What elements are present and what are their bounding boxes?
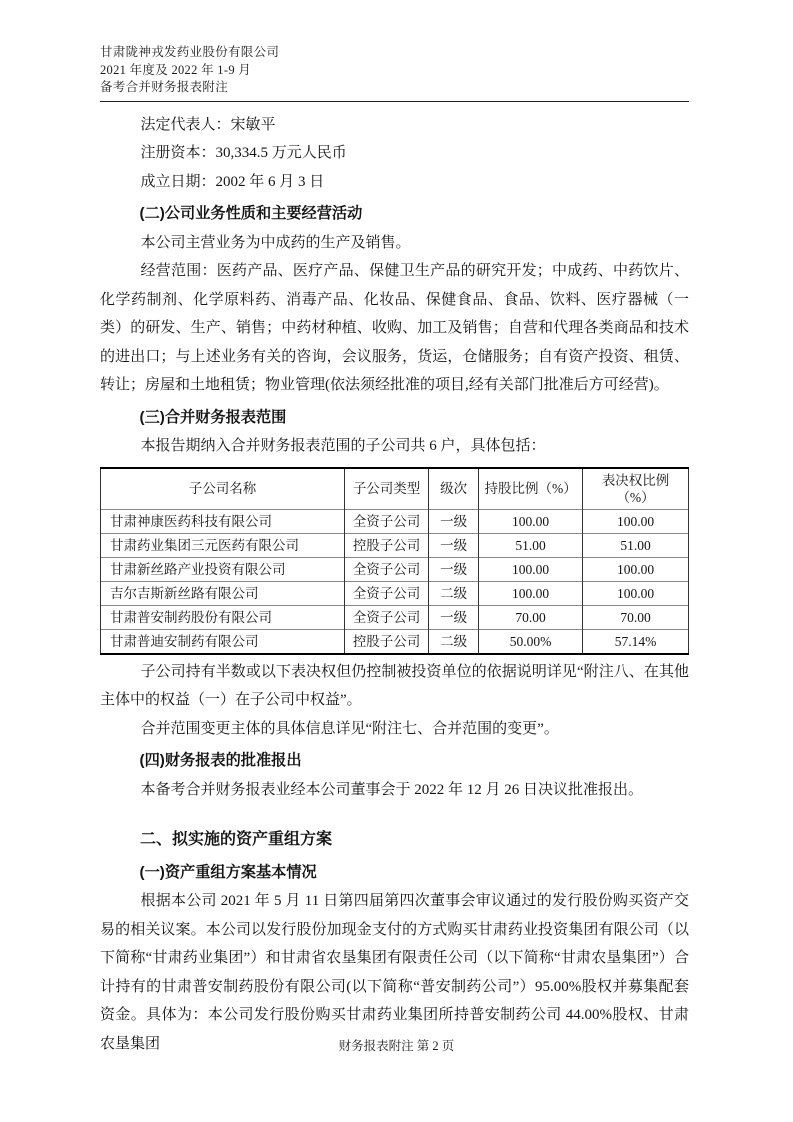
table-cell: 50.00% [479, 629, 583, 654]
business-scope-paragraph: 经营范围：医药产品、医疗产品、保健卫生产品的研究开发；中成药、中药饮片、化学药制剂、化学原料药、消毒产品、化妆品、保健食品、食品、饮料、医疗器械（一类）的研发、生产、销售；中药材种植、收购、加工及销售；自营和代理各类商品和技术的进出口；与上述业务有关的咨询，会议服务，货运，仓储服务；自有资产投资、租赁、转让；房屋和土地租赁；物业管理(依法须经批准的项目,经有关部门批准后方可经营)。 [100, 263, 689, 393]
page-footer [0, 1036, 793, 1054]
table-cell: 甘肃神康医药科技有限公司 [101, 509, 345, 533]
table-cell: 控股子公司 [345, 629, 429, 654]
section-consolidation-heading: (三)合并财务报表范围 [139, 408, 287, 426]
col-header-subsidiary-name: 子公司名称 [101, 468, 345, 510]
table-cell: 100.00 [479, 557, 583, 581]
col-header-shareholding-ratio: 持股比例（%） [479, 468, 583, 510]
section-approval-heading: (四)财务报表的批准报出 [139, 752, 302, 769]
header-report-period: 2021 年度及 2022 年 1-9 月 [100, 62, 252, 77]
table-row [101, 533, 689, 557]
col-header-level: 级次 [429, 468, 479, 510]
table-cell: 70.00 [479, 605, 583, 629]
table-row [101, 629, 689, 654]
table-cell: 甘肃普迪安制药有限公司 [101, 629, 345, 654]
table-row [101, 509, 689, 533]
subsidiaries-table [100, 467, 689, 655]
table-cell: 全资子公司 [345, 605, 429, 629]
table-cell: 一级 [429, 509, 479, 533]
table-cell: 二级 [429, 581, 479, 605]
table-cell: 一级 [429, 557, 479, 581]
table-cell: 100.00 [479, 509, 583, 533]
document-body [100, 111, 689, 1059]
col-header-voting-ratio: 表决权比例（%） [583, 468, 689, 510]
table-cell: 全资子公司 [345, 509, 429, 533]
table-cell: 甘肃新丝路产业投资有限公司 [101, 557, 345, 581]
table-cell: 57.14% [583, 629, 689, 654]
section-business-heading: (二)公司业务性质和主要经营活动 [139, 205, 363, 222]
approval-paragraph: 本备考合并财务报表业经本公司董事会于 2022 年 12 月 26 日决议批准报出。 [140, 781, 644, 798]
control-basis-note: 子公司持有半数或以下表决权但仍控制被投资单位的依据说明详见“附注八、在其他主体中的权益（一）在子公司中权益”。 [100, 663, 689, 708]
table-cell: 51.00 [583, 533, 689, 557]
table-cell: 一级 [429, 533, 479, 557]
table-cell: 100.00 [479, 581, 583, 605]
table-header-row [101, 468, 689, 510]
registered-capital-line: 注册资本：30,334.5 万元人民币 [140, 145, 347, 161]
footer-page-label: 财务报表附注 第 2 页 [338, 1039, 455, 1053]
table-cell: 全资子公司 [345, 581, 429, 605]
table-cell: 二级 [429, 629, 479, 654]
scope-change-note: 合并范围变更主体的具体信息详见“附注七、合并范围的变更”。 [140, 720, 559, 737]
table-cell: 一级 [429, 605, 479, 629]
running-header [100, 44, 689, 97]
table-cell: 100.00 [583, 581, 689, 605]
table-cell: 51.00 [479, 533, 583, 557]
main-business-paragraph: 本公司主营业务为中成药的生产及销售。 [140, 234, 411, 251]
establish-date-line: 成立日期：2002 年 6 月 3 日 [140, 173, 325, 190]
table-cell: 控股子公司 [345, 533, 429, 557]
header-company-name: 甘肃陇神戎发药业股份有限公司 [100, 45, 280, 59]
table-row [101, 581, 689, 605]
consolidation-intro-paragraph: 本报告期纳入合并财务报表范围的子公司共 6 户，具体包括： [140, 438, 546, 454]
table-row [101, 557, 689, 581]
header-report-title: 备考合并财务报表附注 [100, 80, 229, 94]
table-cell: 100.00 [583, 557, 689, 581]
table-row [101, 605, 689, 629]
table-cell: 甘肃普安制药股份有限公司 [101, 605, 345, 629]
restructuring-paragraph: 根据本公司 2021 年 5 月 11 日第四届第四次董事会审议通过的发行股份购买资产交易的相关议案。本公司以发行股份加现金支付的方式购买甘肃药业投资集团有限公司（以下简称“甘肃药业集团”）和甘肃省农垦集团有限责任公司（以下简称“甘肃农垦集团”）合计持有的甘肃普安制药股份有限公司(以下简称“普安制药公司”）95.00%股权并募集配套资金。具体为：本公司发行股份购买甘肃药业集团所持普安制药公司 44.00%股权、甘肃农垦集团 [100, 893, 689, 1052]
header-divider [100, 101, 689, 102]
subsidiaries-table-header [101, 468, 689, 510]
subsidiaries-table-body [101, 509, 689, 654]
col-header-subsidiary-type: 子公司类型 [345, 468, 429, 510]
table-cell: 100.00 [583, 509, 689, 533]
table-cell: 70.00 [583, 605, 689, 629]
legal-representative-line: 法定代表人：宋敏平 [140, 116, 276, 133]
restructuring-part-heading: 二、拟实施的资产重组方案 [140, 831, 333, 848]
restructuring-sub-heading: (一)资产重组方案基本情况 [139, 863, 317, 881]
table-cell: 全资子公司 [345, 557, 429, 581]
table-cell: 吉尔吉斯新丝路有限公司 [101, 581, 345, 605]
table-cell: 甘肃药业集团三元医药有限公司 [101, 533, 345, 557]
